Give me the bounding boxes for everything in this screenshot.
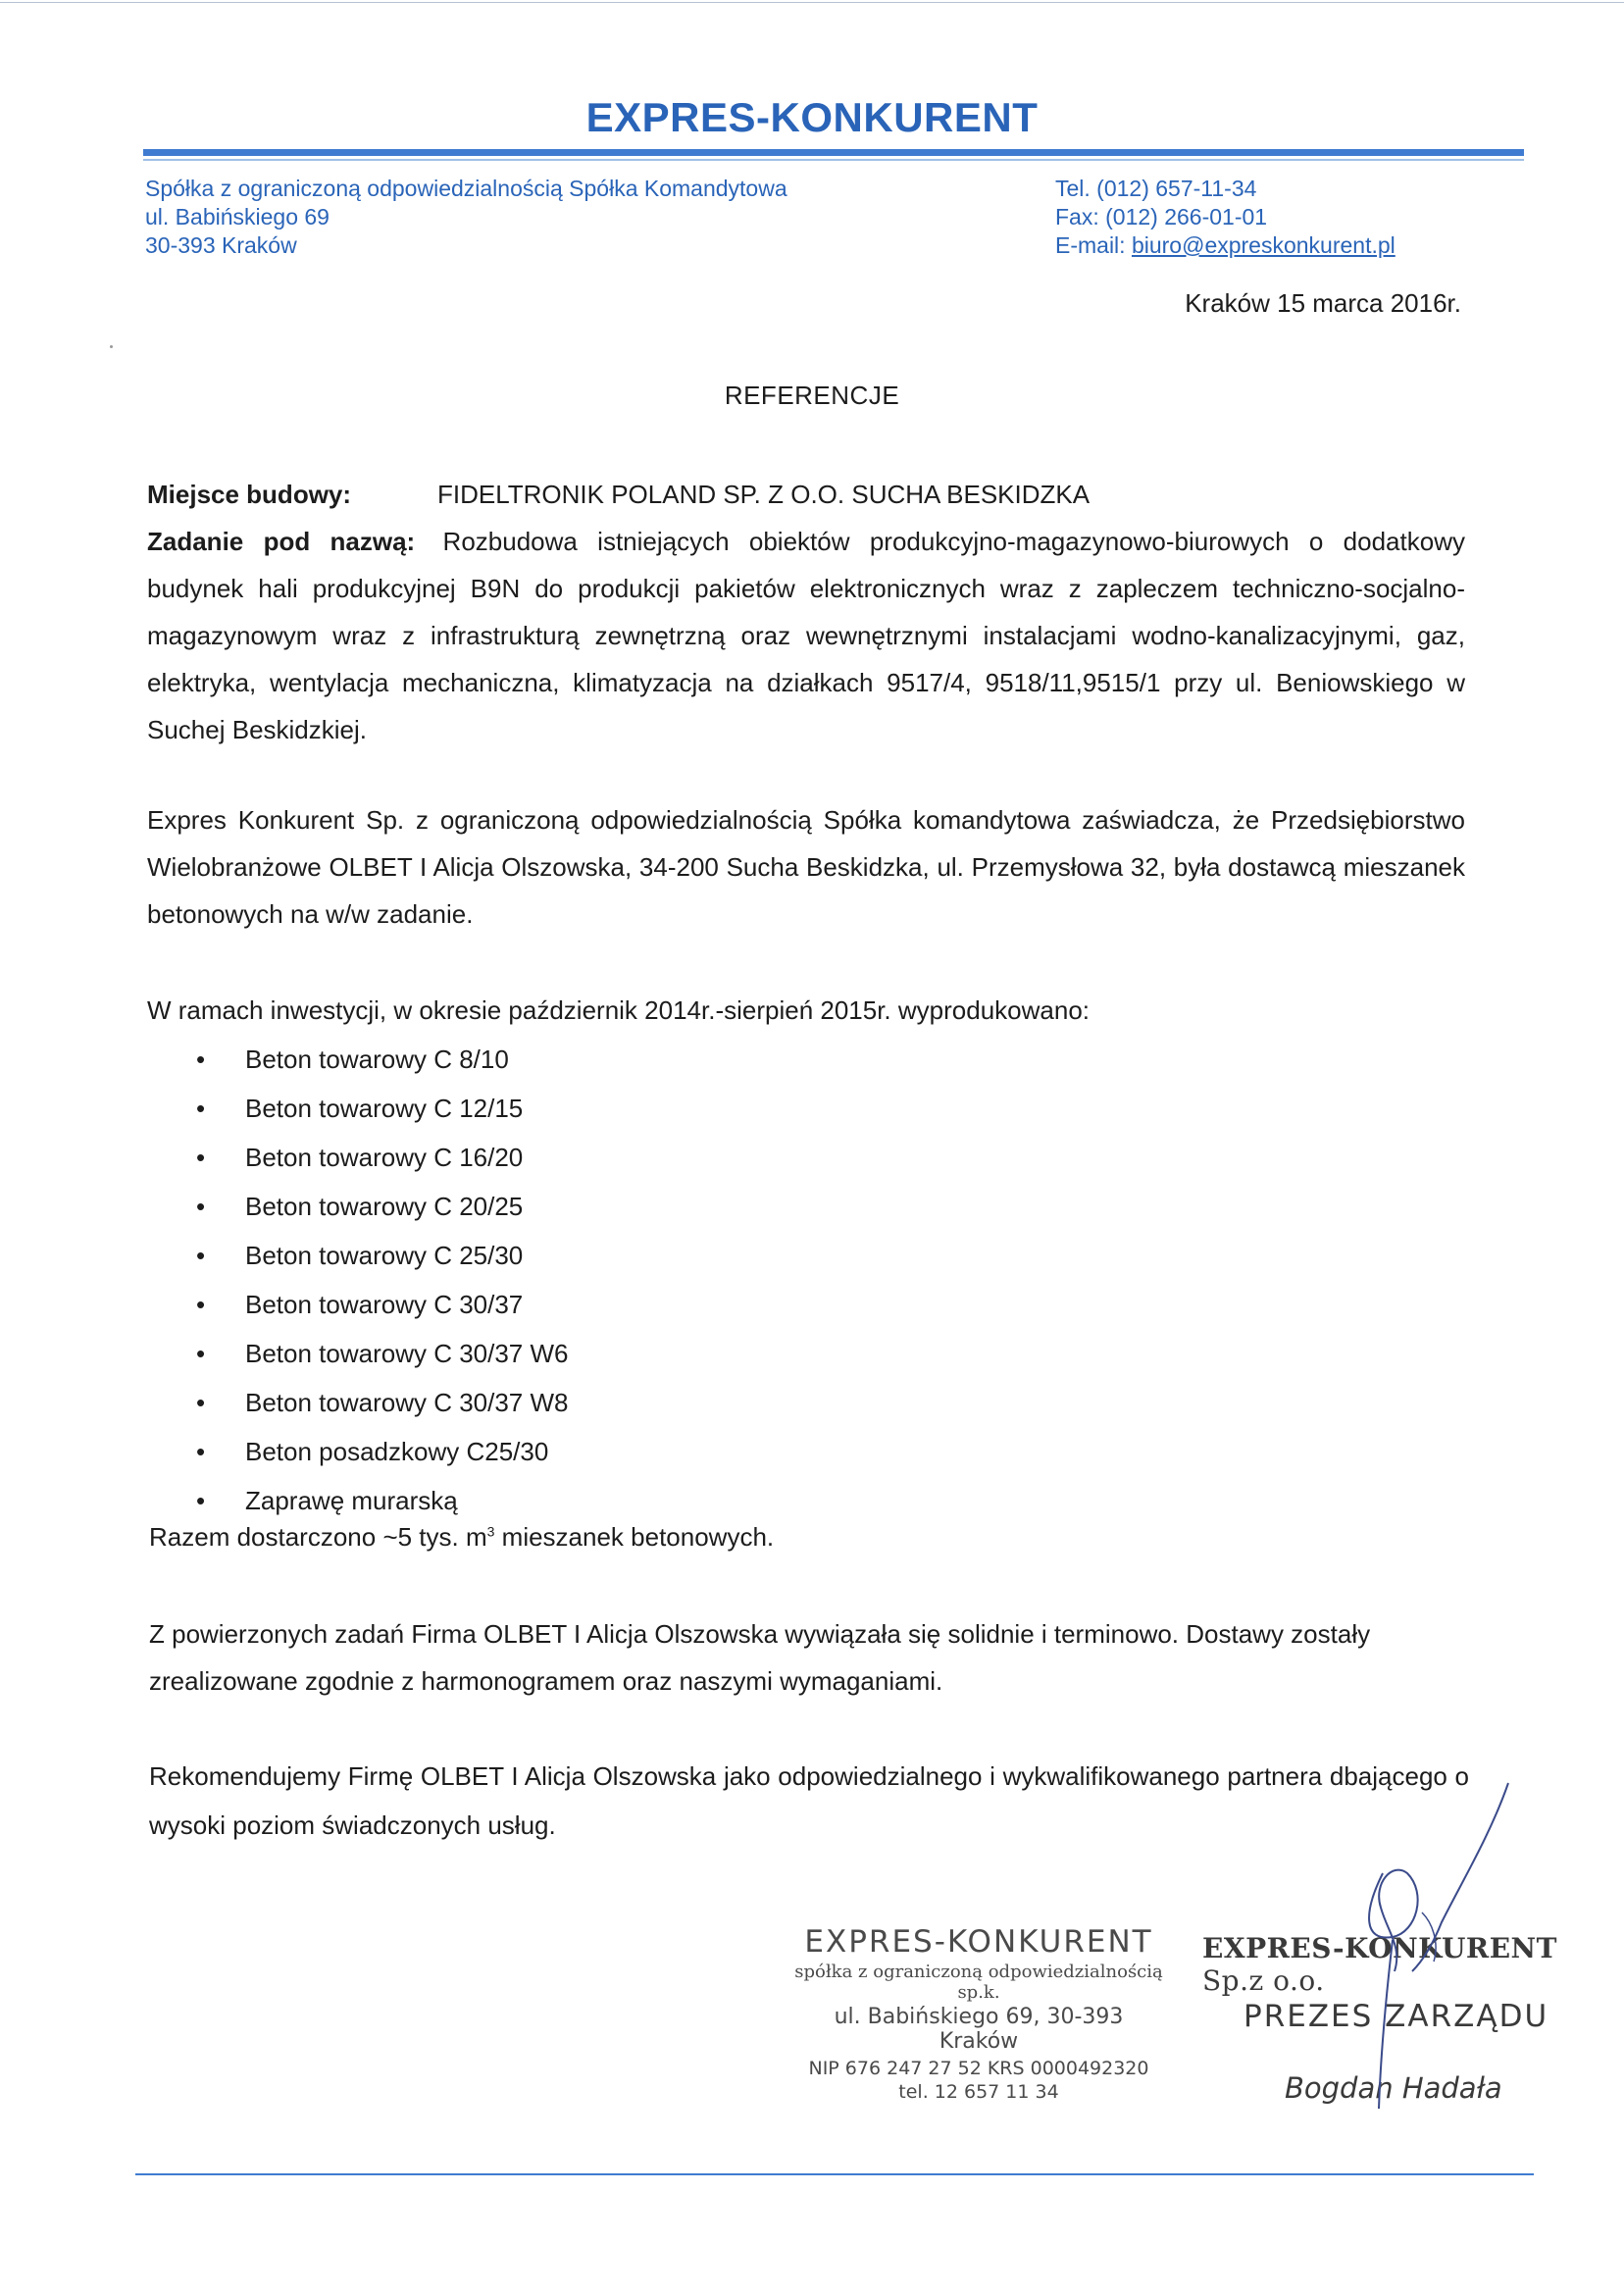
attestation-paragraph: Expres Konkurent Sp. z ograniczoną odpowiedzialnością Spółka komandytowa zaświadcza, że Przedsiębiorstwo Wielobranżowe OLBET I Alicja Olszowska, 34-200 Sucha Beskidzka, ul. Przemysłowa 32, była dostawcą mieszanek betonowych na w/w zadanie.	[147, 805, 1465, 929]
company-legal-form: Spółka z ograniczoną odpowiedzialnością Spółka Komandytowa	[145, 176, 787, 201]
total-text: Razem dostarczono ~5 tys. m	[149, 1522, 487, 1552]
scan-speck	[110, 345, 113, 348]
list-item: • Beton towarowy C 8/10	[196, 1035, 981, 1084]
recommendation-paragraph: Rekomendujemy Firmę OLBET I Alicja Olszowska jako odpowiedzialnego i wykwalifikowanego partnera dbającego o wysoki poziom świadczonych usług.	[149, 1761, 1469, 1840]
task-value: Rozbudowa istniejących obiektów produkcyjno-magazynowo-biurowych o dodatkowy budynek hali produkcyjnej B9N do produkcji pakietów elektronicznych wraz z zapleczem techniczno-socjalno-magazynowym wraz z infrastrukturą zewnętrzną oraz wewnętrznymi instalacjami wodno-kanalizacyjnymi, gaz, elektryka, wentylacja mechaniczna, klimatyzacja na działkach 9517/4, 9518/11,9515/1 przy ul. Beniowskiego w Suchej Beskidzkiej.	[147, 527, 1465, 744]
header-rule-thin	[143, 159, 1524, 161]
handwritten-signature	[1324, 1775, 1618, 2128]
performance-paragraph: Z powierzonych zadań Firma OLBET I Alicja Olszowska wywiązała się solidnie i terminowo. Dostawy zostały zrealizowane zgodnie z harmonogramem oraz naszymi wymaganiami.	[149, 1619, 1371, 1696]
construction-site	[147, 471, 1471, 518]
email-link[interactable]: biuro@expreskonkurent.pl	[1131, 232, 1396, 258]
stamp-company-name: EXPRES-KONKURENT	[804, 1924, 1153, 1960]
stamp-address: ul. Babińskiego 69, 30-393 Kraków	[834, 2005, 1124, 2054]
site-value: FIDELTRONIK POLAND SP. Z O.O. SUCHA BESKIDZKA	[437, 480, 1091, 509]
email-label: E-mail:	[1055, 232, 1132, 258]
list-item: • Beton posadzkowy C25/30	[196, 1427, 981, 1476]
list-item: • Beton towarowy C 25/30	[196, 1231, 981, 1280]
list-item: • Zaprawę murarską	[196, 1476, 981, 1525]
stamp-phone: tel. 12 657 11 34	[898, 2081, 1059, 2103]
company-phone: Tel. (012) 657-11-34	[1055, 176, 1257, 201]
letter-title: REFERENCJE	[724, 381, 900, 410]
company-city: 30-393 Kraków	[145, 232, 297, 258]
list-item: • Beton towarowy C 16/20	[196, 1133, 981, 1182]
list-item: • Beton towarowy C 30/37 W6	[196, 1329, 981, 1378]
company-address	[145, 175, 787, 260]
production-intro: W ramach inwestycji, w okresie październik 2014r.-sierpień 2015r. wyprodukowano:	[147, 995, 1090, 1025]
list-item: • Beton towarowy C 20/25	[196, 1182, 981, 1231]
page-top-rule	[0, 2, 1624, 3]
company-contact	[1055, 175, 1396, 260]
company-street: ul. Babińskiego 69	[145, 204, 330, 229]
stamp-tax-ids: NIP 676 247 27 52 KRS 0000492320	[808, 2058, 1149, 2079]
site-label: Miejsce budowy:	[147, 480, 352, 509]
company-fax: Fax: (012) 266-01-01	[1055, 204, 1268, 229]
total-superscript: 3	[486, 1523, 495, 1540]
header-rule	[143, 149, 1524, 156]
task-description	[147, 518, 1465, 753]
company-stamp	[792, 1924, 1165, 2103]
list-item: • Beton towarowy C 30/37 W8	[196, 1378, 981, 1427]
product-list	[196, 1035, 981, 1525]
list-item: • Beton towarowy C 12/15	[196, 1084, 981, 1133]
company-email-line	[1055, 231, 1396, 260]
task-label: Zadanie pod nazwą:	[147, 527, 416, 556]
signatory-name: Bogdan Hadała	[1285, 2071, 1502, 2105]
total-delivered	[149, 1522, 774, 1553]
footer-rule	[135, 2173, 1534, 2175]
letter-date: Kraków 15 marca 2016r.	[1185, 288, 1461, 318]
total-text-end: mieszanek betonowych.	[494, 1522, 775, 1552]
signatory-company-bold: EXPRES-KONKURENT	[1202, 1932, 1557, 1964]
stamp-legal-form: spółka z ograniczoną odpowiedzialnością sp.k.	[794, 1962, 1163, 2003]
company-name: EXPRES-KONKURENT	[585, 94, 1039, 140]
signatory-company-suffix: Sp.z o.o.	[1202, 1964, 1325, 1997]
signatory-role: PREZES ZARZĄDU	[1243, 1999, 1549, 2034]
list-item: • Beton towarowy C 30/37	[196, 1280, 981, 1329]
